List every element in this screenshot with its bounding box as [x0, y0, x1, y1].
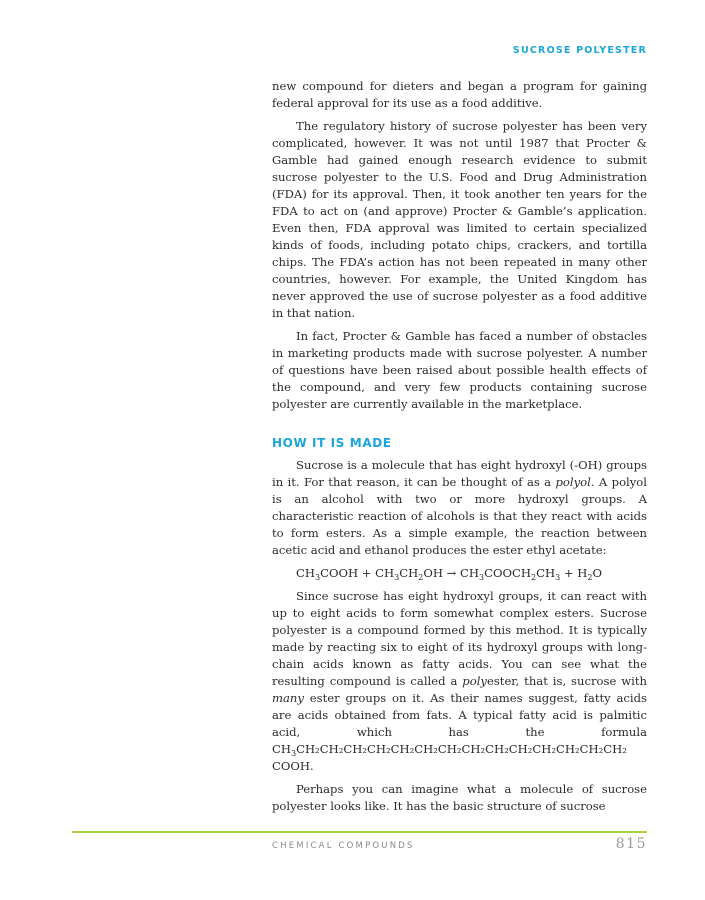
paragraph-1: new compound for dieters and began a program for gaining federal approval for its use as a food additive.	[272, 79, 647, 110]
body-column	[272, 78, 647, 821]
palmitic-formula: $CH_3CH_2CH_2CH_2CH_2CH_2CH_2CH_2CH_2CH_2CH_2CH_2CH_2CH_2CH_2$ COOH.	[272, 742, 627, 773]
paragraph-2: The regulatory history of sucrose polyester has been very complicated, however. It was not until 1987 that Procter & Gamble had gained enough research evidence to submit sucrose polyester to the U.S. Food and Drug Administration (FDA) for its approval. Then, it took another ten years for the FDA to act on (and approve) Procter & Gamble’s application. Even then, FDA approval was limited to certain specialized kinds of foods, including potato chips, crackers, and tortilla chips. The FDA’s action has not been repeated in many other countries, however. For example, the United Kingdom has never approved the use of sucrose polyester as a food additive in that nation.	[272, 119, 647, 320]
running-head: SUCROSE POLYESTER	[512, 45, 647, 56]
polyol-term: polyol.	[555, 475, 595, 489]
page-number: 815	[615, 836, 647, 852]
paragraph-6: Perhaps you can imagine what a molecule of sucrose polyester looks like. It has the basic structure of sucrose	[272, 782, 647, 813]
paragraph-4: Sucrose is a molecule that has eight hydroxyl (-OH) groups in it. For that reason, it can be thought of as a polyol. A polyol is an alcohol with two or more hydroxyl groups. A characteristic reaction of alcohols is that they react with acids to form esters. As a simple example, the reaction between acetic acid and ethanol produces the ester ethyl acetate:	[272, 458, 647, 557]
paragraph-5: Since sucrose has eight hydroxyl groups, it can react with up to eight acids to form somewhat complex esters. Sucrose polyester is a compound formed by this method. It is typically made by reacting six to eight of its hydroxyl groups with long-chain acids known as fatty acids. You can see what the resulting compound is called a polyester, that is, sucrose with many ester groups on it. As their names suggest, fatty acids are acids obtained from fats. A typical fatty acid is palmitic acid, which has the formula $CH_3CH_2CH_2CH_2CH_2CH_2CH_2CH_2CH_2CH_2CH_2CH_2CH_2CH_2CH_2$ COOH.	[272, 589, 647, 773]
ester-equation: $CH_3COOH + CH_3CH_2OH$ → $CH_3COOCH_2CH_3 + H_2O$	[296, 566, 602, 582]
section-heading: HOW IT IS MADE	[272, 436, 392, 450]
footer-label: CHEMICAL COMPOUNDS	[272, 841, 415, 851]
paragraph-3: In fact, Procter & Gamble has faced a number of obstacles in marketing products made with sucrose polyester. A number of questions have been raised about possible health effects of the compound, and very few products containing sucrose polyester are currently available in the marketplace.	[272, 329, 647, 411]
footer-rule	[72, 831, 647, 833]
